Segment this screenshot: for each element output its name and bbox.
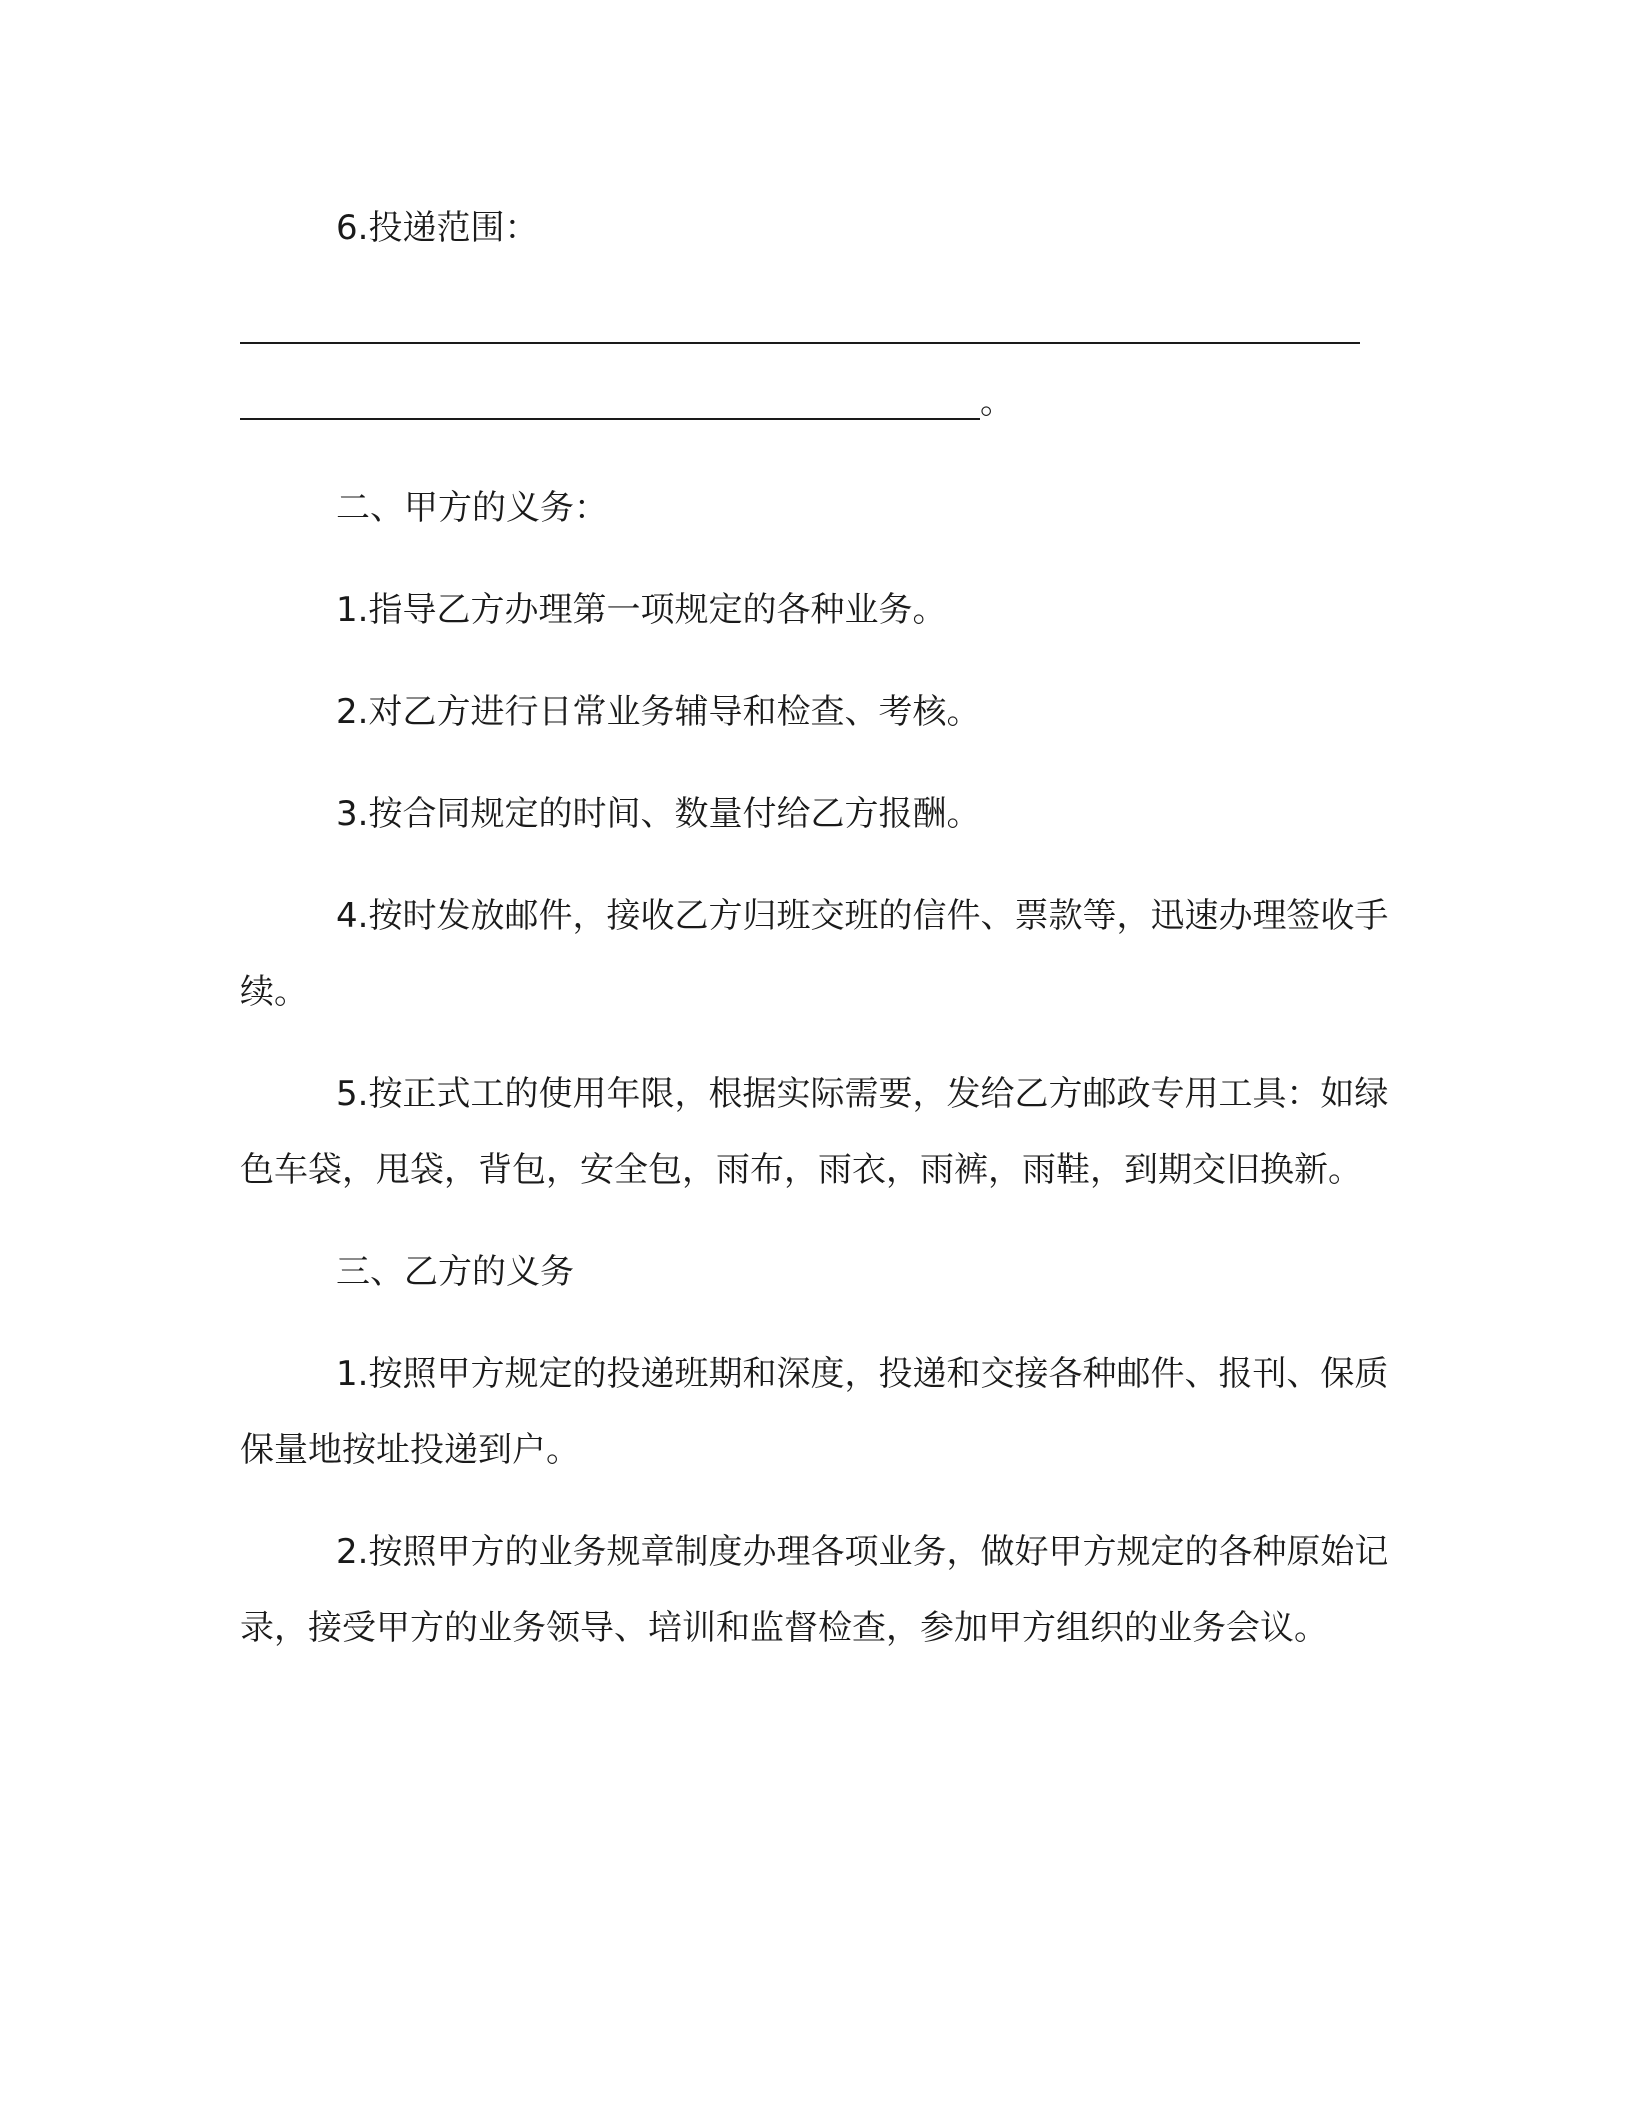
item-6-delivery-scope: 6.投递范围： xyxy=(336,208,539,248)
section-three-heading: 三、乙方的义务 xyxy=(336,1252,574,1292)
section-three-item: 1.按照甲方规定的投递班期和深度，投递和交接各种邮件、报刊、保质保量地按址投递到户。 xyxy=(240,1354,1389,1470)
fill-in-blank-line-2 xyxy=(240,368,1400,444)
blank-underline xyxy=(240,418,980,420)
section-two-item: 1.指导乙方办理第一项规定的各种业务。 xyxy=(336,590,947,630)
section-two-item: 4.按时发放邮件，接收乙方归班交班的信件、票款等，迅速办理签收手续。 xyxy=(240,896,1389,1012)
fill-in-blank-line-1 xyxy=(240,292,1400,368)
section-two-item: 5.按正式工的使用年限，根据实际需要，发给乙方邮政专用工具：如绿色车袋，甩袋，背包，安全包，雨布，雨衣，雨裤，雨鞋，到期交旧换新。 xyxy=(240,1074,1389,1190)
section-three-item: 2.按照甲方的业务规章制度办理各项业务，做好甲方规定的各种原始记录，接受甲方的业务领导、培训和监督检查，参加甲方组织的业务会议。 xyxy=(240,1532,1389,1648)
section-two-item: 2.对乙方进行日常业务辅导和检查、考核。 xyxy=(336,692,981,732)
blank-underline xyxy=(240,342,1360,344)
document-page xyxy=(240,190,1400,1692)
period-mark: 。 xyxy=(980,382,1014,422)
section-two-item: 3.按合同规定的时间、数量付给乙方报酬。 xyxy=(336,794,981,834)
section-two-heading: 二、甲方的义务： xyxy=(336,488,608,528)
